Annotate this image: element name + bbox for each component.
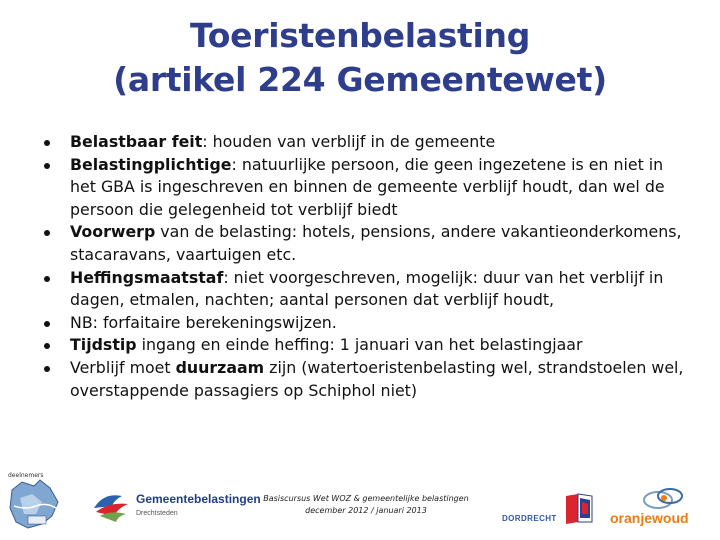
bullet-verblijf xyxy=(44,357,684,402)
title-line-1: Toeristenbelasting xyxy=(189,16,531,55)
bullet-heffingsmaatstaf xyxy=(44,267,684,312)
footer xyxy=(0,468,720,540)
region-map-icon xyxy=(6,472,64,534)
gb-name: Gemeentebelastingen xyxy=(136,492,261,506)
bullet-term: Belastingplichtige xyxy=(70,154,232,174)
dordrecht-name: DORDRECHT xyxy=(502,514,557,523)
bullet-nb xyxy=(44,312,684,335)
bullet-text: zijn (watertoeristenbelasting wel, strandstoelen wel, overstappende passagiers op Schiphol niet) xyxy=(70,357,684,400)
flag-logo xyxy=(562,492,598,526)
flag-icon xyxy=(562,492,598,526)
bullet-term: duurzaam xyxy=(175,357,265,377)
gb-sub: Drechtsteden xyxy=(136,510,178,517)
caption-line-2: december 2012 / januari 2013 xyxy=(305,506,427,515)
bullet-list xyxy=(44,131,684,402)
bullet-term: Voorwerp xyxy=(70,222,156,242)
bullet-belastingplichtige xyxy=(44,154,684,222)
title-line-2: (artikel 224 Gemeentewet) xyxy=(113,60,607,99)
bullet-text: NB: forfaitaire berekeningswijzen. xyxy=(70,312,337,332)
bullet-text: : houden van verblijf in de gemeente xyxy=(202,132,496,151)
bullet-term: Belastbaar feit xyxy=(70,132,203,151)
gb-emblem-icon xyxy=(92,488,132,524)
oranjewoud-swirl-icon xyxy=(636,486,696,512)
bullet-term: Tijdstip xyxy=(70,335,137,355)
footer-caption xyxy=(246,493,486,517)
caption-line-1: Basiscursus Wet WOZ & gemeentelijke belastingen xyxy=(263,494,469,503)
oranjewoud-name: oranjewoud xyxy=(610,510,689,526)
bullet-belastbaar-feit xyxy=(44,131,684,154)
bullet-text: : natuurlijke persoon, die geen ingezetene is en niet in het GBA is ingeschreven en binnen de gemeente verblijf houdt, dan wel de persoon die gelegenheid tot verblijf biedt xyxy=(70,154,665,219)
oranjewoud-logo xyxy=(606,486,718,536)
map-logo-label: deelnemers xyxy=(8,472,44,479)
bullet-text: van de belasting: hotels, pensions, andere vakantieonderkomens, stacaravans, vaartuigen etc. xyxy=(70,222,682,264)
gemeentebelastingen-logo xyxy=(92,488,261,528)
bullet-text-lead: Verblijf moet xyxy=(70,357,176,377)
bullet-text: : niet voorgeschreven, mogelijk: duur van het verblijf in dagen, etmalen, nachten; aantal personen dat verblijf houdt, xyxy=(70,267,664,310)
bullet-voorwerp xyxy=(44,221,684,266)
bullet-term: Heffingsmaatstaf xyxy=(70,267,224,287)
slide-title xyxy=(0,14,720,102)
dordrecht-logo xyxy=(502,506,564,523)
bullet-tijdstip xyxy=(44,334,684,357)
region-map-logo xyxy=(6,472,64,534)
bullet-text: ingang en einde heffing: 1 januari van het belastingjaar xyxy=(136,335,583,355)
